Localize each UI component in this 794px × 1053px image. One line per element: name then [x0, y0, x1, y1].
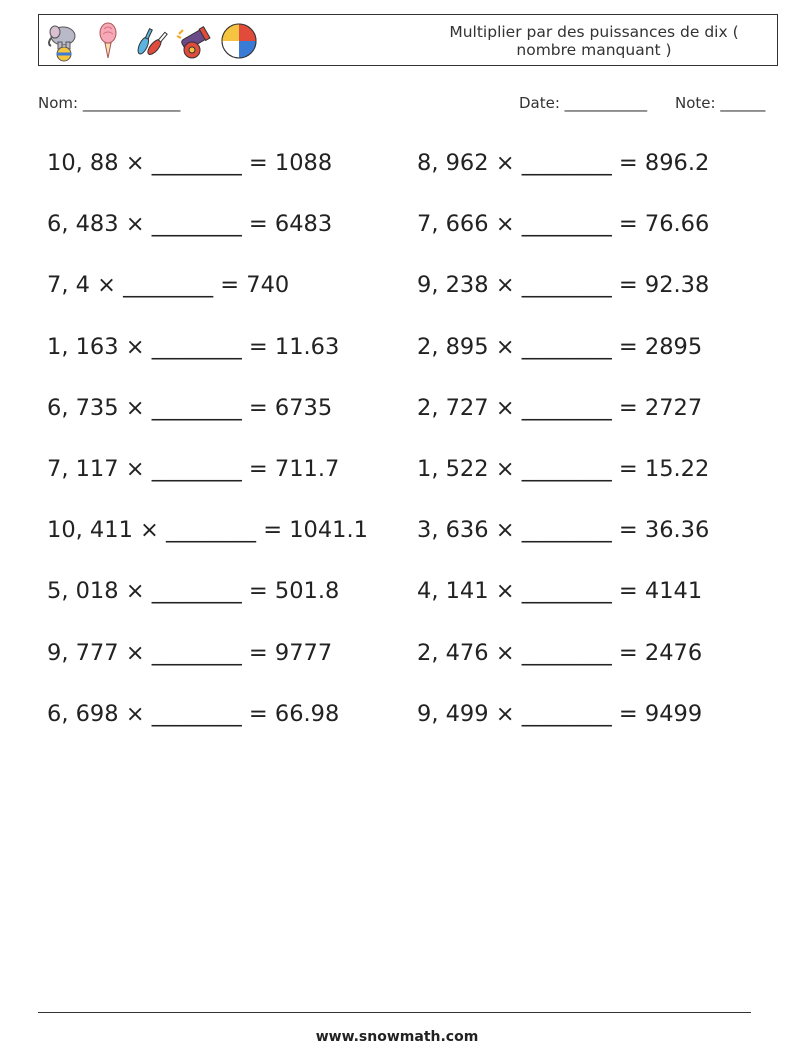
- problem-item: 7, 117 × ________ = 711.7: [47, 456, 340, 482]
- problem-item: 8, 962 × ________ = 896.2: [417, 150, 710, 176]
- problem-item: 9, 238 × ________ = 92.38: [417, 272, 710, 298]
- problem-item: 6, 698 × ________ = 66.98: [47, 701, 340, 727]
- problem-item: 10, 88 × ________ = 1088: [47, 150, 333, 176]
- problem-item: 6, 735 × ________ = 6735: [47, 395, 333, 421]
- problem-item: 2, 476 × ________ = 2476: [417, 640, 703, 666]
- juggling-pins-icon: [131, 20, 171, 62]
- problem-item: 5, 018 × ________ = 501.8: [47, 578, 340, 604]
- problem-item: 2, 727 × ________ = 2727: [417, 395, 703, 421]
- problem-item: 1, 163 × ________ = 11.63: [47, 334, 340, 360]
- header-icons: [43, 20, 259, 62]
- footer-website: www.snowmath.com: [315, 1029, 479, 1045]
- circus-cannon-icon: [175, 20, 215, 62]
- problem-item: 9, 777 × ________ = 9777: [47, 640, 333, 666]
- problem-item: 10, 411 × ________ = 1041.1: [47, 517, 368, 543]
- name-field: Nom: _____________: [38, 94, 181, 112]
- problem-item: 1, 522 × ________ = 15.22: [417, 456, 710, 482]
- problem-item: 3, 636 × ________ = 36.36: [417, 517, 710, 543]
- problem-item: 2, 895 × ________ = 2895: [417, 334, 703, 360]
- beach-ball-icon: [219, 20, 259, 62]
- problem-item: 7, 666 × ________ = 76.66: [417, 211, 710, 237]
- note-field: Note: ______: [675, 94, 766, 112]
- problem-item: 6, 483 × ________ = 6483: [47, 211, 333, 237]
- problem-item: 7, 4 × ________ = 740: [47, 272, 290, 298]
- cotton-candy-icon: [87, 20, 127, 62]
- worksheet-title: Multiplier par des puissances de dix ( nombre manquant ): [449, 23, 739, 59]
- worksheet-header: [38, 14, 778, 66]
- problem-item: 9, 499 × ________ = 9499: [417, 701, 703, 727]
- elephant-on-ball-icon: [43, 20, 83, 62]
- date-field: Date: ___________: [519, 94, 648, 112]
- footer-divider: [38, 1012, 751, 1013]
- problem-item: 4, 141 × ________ = 4141: [417, 578, 703, 604]
